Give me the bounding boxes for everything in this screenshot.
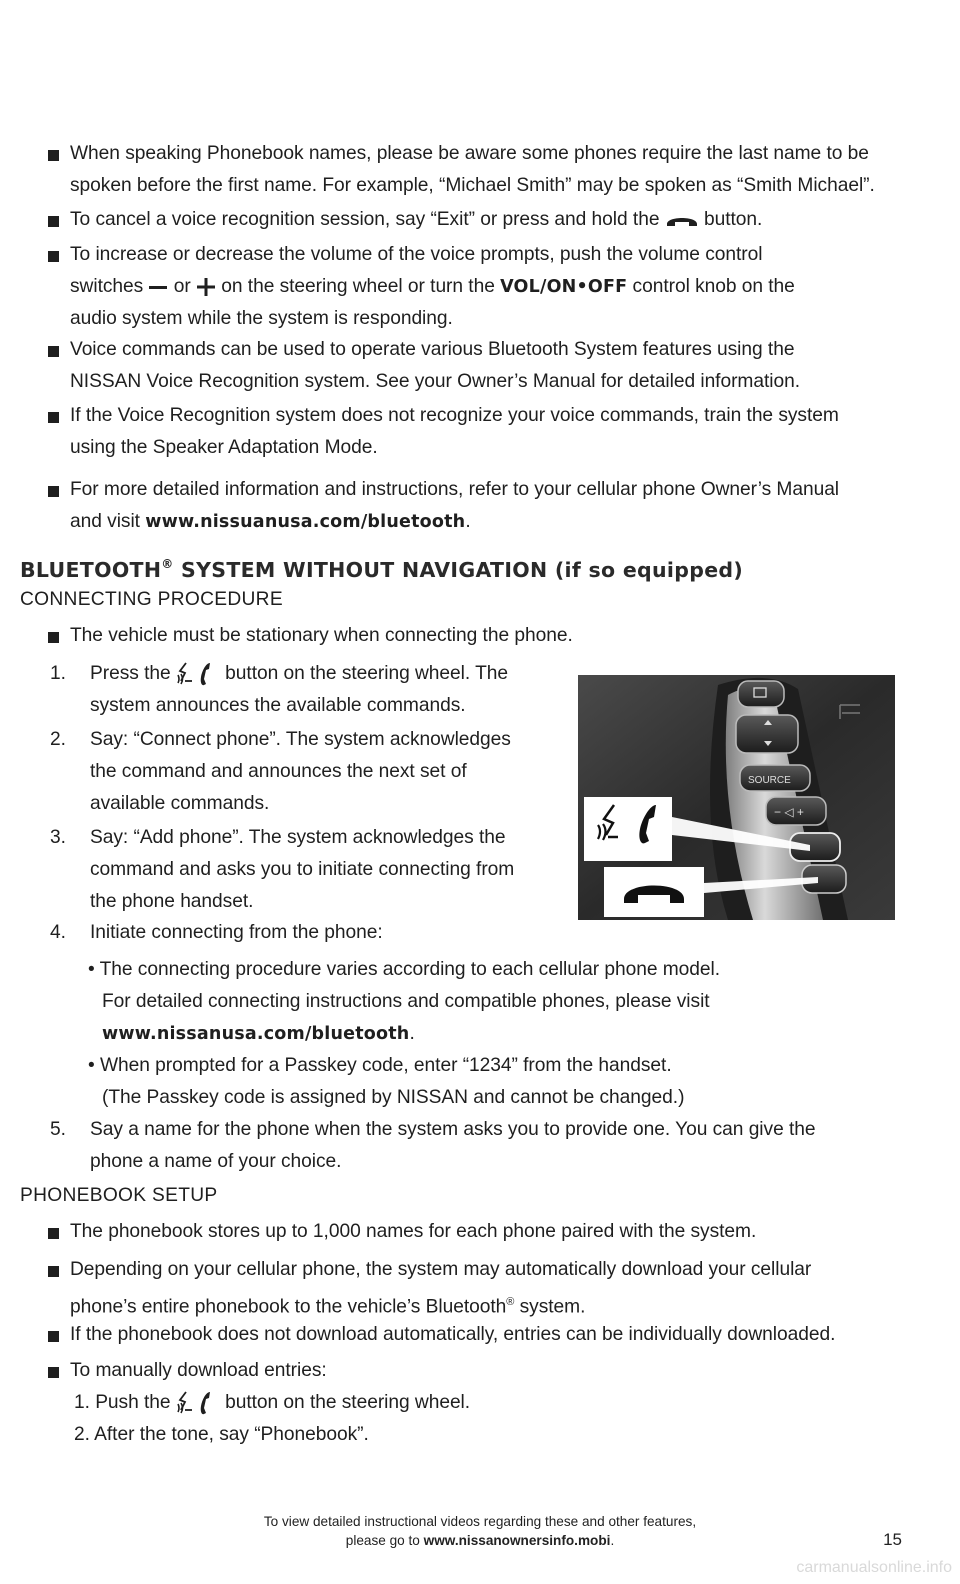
steering-wheel-controls-photo — [578, 675, 895, 920]
bullet-square — [48, 632, 59, 643]
bluetooth-url-link[interactable]: www.nissuanusa.com/bluetooth — [145, 512, 466, 532]
connecting-procedure-heading: CONNECTING PROCEDURE — [20, 589, 283, 610]
subpoint-passkey: • When prompted for a Passkey code, enter “1234” from the handset. (The Passkey code is assigned by NISSAN and cannot be changed.) — [88, 1055, 685, 1108]
bullet-square — [48, 1367, 59, 1378]
subpoint-connecting-varies: • The connecting procedure varies according to each cellular phone model. For detailed connecting instructions and compatible phones, please visit www.nissanusa.com/bluetooth. — [88, 959, 721, 1044]
note-speaker-adaptation: If the Voice Recognition system does not recognize your voice commands, train the system using the Speaker Adaptation Mode. — [70, 400, 936, 464]
footer-note: To view detailed instructional videos regarding these and other features, please go to www.nissanownersinfo.mobi. — [263, 1514, 697, 1548]
bullet-square — [48, 412, 59, 423]
bullet-square — [48, 346, 59, 357]
bullet-square — [48, 251, 59, 262]
hang-up-phone-icon — [665, 212, 699, 228]
bullet-square — [48, 216, 59, 227]
note-volume: To increase or decrease the volume of the voice prompts, push the volume control switches or on the steering wheel or turn the VOL/ON•OFF control knob on the audio system while the system is responding. — [70, 239, 936, 335]
note-more-info: For more detailed information and instructions, refer to your cellular phone Owner’s Manual and visit www.nissuanusa.com/bluetooth. — [70, 474, 936, 538]
nissanusa-bluetooth-link[interactable]: www.nissanusa.com/bluetooth — [102, 1024, 410, 1044]
owners-info-link[interactable]: www.nissanownersinfo.mobi — [423, 1533, 611, 1548]
manual-page: When speaking Phonebook names, please be aware some phones require the last name to be spoken before the first name. For example, “Michael Smith” may be spoken as “Smith Michael”. To cancel a voice recognition session, say “Exit” or press and hold the button. To increase or decrease the volume of the voice prompts, push the volume control switches or on the steering wheel or turn the VOL/ON•OFF control knob on the audio system while the system is responding. Voice commands can be used to operate various Bluetooth System features using the NISSAN Voice Recognition system. See your Owner’s Manual for detailed information. If the Voice Recognition system does not recognize your voice commands, train the system using the Speaker Adaptation Mode. For more detailed information and instructions, refer to your cellular phone Owner’s Manual and visit www.nissuanusa.com/bluetooth. BLUETOOTH® SYSTEM WITHOUT NAVIGATION (if so equipped) CONNECTING PROCEDURE The vehicle must be stationary when connecting the phone. 1. Press the button on the steering wheel. The system announces the available commands. 2. Say: “Connect phone”. The system acknowledges the command and announces the next set of available commands. 3. Say: “Add phone”. The system acknowledges the command and asks you to initiate connecting from the phone handset. 4. Initiate connecting from the phone: • The connecting procedure varies according to each cellular phone model. For detailed connecting instructions and compatible phones, please visit www.nissanusa.com/bluetooth. • When prompted for a Passkey code, enter “1234” from the handset. (The Passkey code is assigned by NISSAN and cannot be changed.) 5. Say a name for the phone when the system asks you to provide one. You can give the phone a name of your choice. SOURCE − ◁ + PHONEBOOK SETUP The phonebook stores up to 1,000 names for each phone paired with the system. Depending on your cellular phone, the system may automatically download your cellular phone’s entire phonebook to the vehicle’s Bluetooth® system. If the phonebook does not download automatically, entries can be individually downloaded. To manually download entries: 1. Push the button on the steering wheel. 2. After the tone, say “Phonebook”. To view detailed instructional videos regarding these and other features, please go to www.nissanownersinfo.mobi. 15 carmanualsonline.info — [0, 0, 960, 1584]
note-phonebook-names: When speaking Phonebook names, please be aware some phones require the last name to be spoken before the first name. For example, “Michael Smith” may be spoken as “Smith Michael”. — [70, 138, 936, 202]
talk-phone-icon — [176, 661, 220, 687]
minus-icon — [148, 280, 168, 294]
page-number: 15 — [883, 1530, 902, 1549]
bullet-square — [48, 486, 59, 497]
bullet-square — [48, 1266, 59, 1277]
note-manual-download: To manually download entries: 1. Push the button on the steering wheel. 2. After the tone, say “Phonebook”. — [70, 1355, 936, 1451]
note-voice-commands: Voice commands can be used to operate various Bluetooth System features using the NISSAN Voice Recognition system. See your Owner’s Manual for detailed information. — [70, 334, 936, 398]
note-cancel-session: To cancel a voice recognition session, say “Exit” or press and hold the button. — [70, 204, 936, 236]
bullet-square — [48, 1331, 59, 1342]
note-auto-download: Depending on your cellular phone, the system may automatically download your cellular phone’s entire phonebook to the vehicle’s Bluetooth® system. — [70, 1254, 936, 1323]
bullet-square — [48, 150, 59, 161]
note-individual-download: If the phonebook does not download automatically, entries can be individually downloaded. — [70, 1319, 936, 1351]
photo-source-label: SOURCE — [748, 775, 791, 786]
watermark: carmanualsonline.info — [796, 1559, 952, 1576]
phonebook-setup-heading: PHONEBOOK SETUP — [20, 1185, 218, 1206]
svg-text:− ◁ +: − ◁ + — [774, 805, 804, 819]
section-title: BLUETOOTH® SYSTEM WITHOUT NAVIGATION (if so equipped) — [20, 557, 744, 582]
note-phonebook-capacity: The phonebook stores up to 1,000 names for each phone paired with the system. — [70, 1216, 936, 1248]
bullet-square — [48, 1228, 59, 1239]
talk-phone-icon — [176, 1390, 220, 1416]
note-stationary: The vehicle must be stationary when connecting the phone. — [70, 620, 936, 652]
plus-icon — [196, 278, 216, 296]
